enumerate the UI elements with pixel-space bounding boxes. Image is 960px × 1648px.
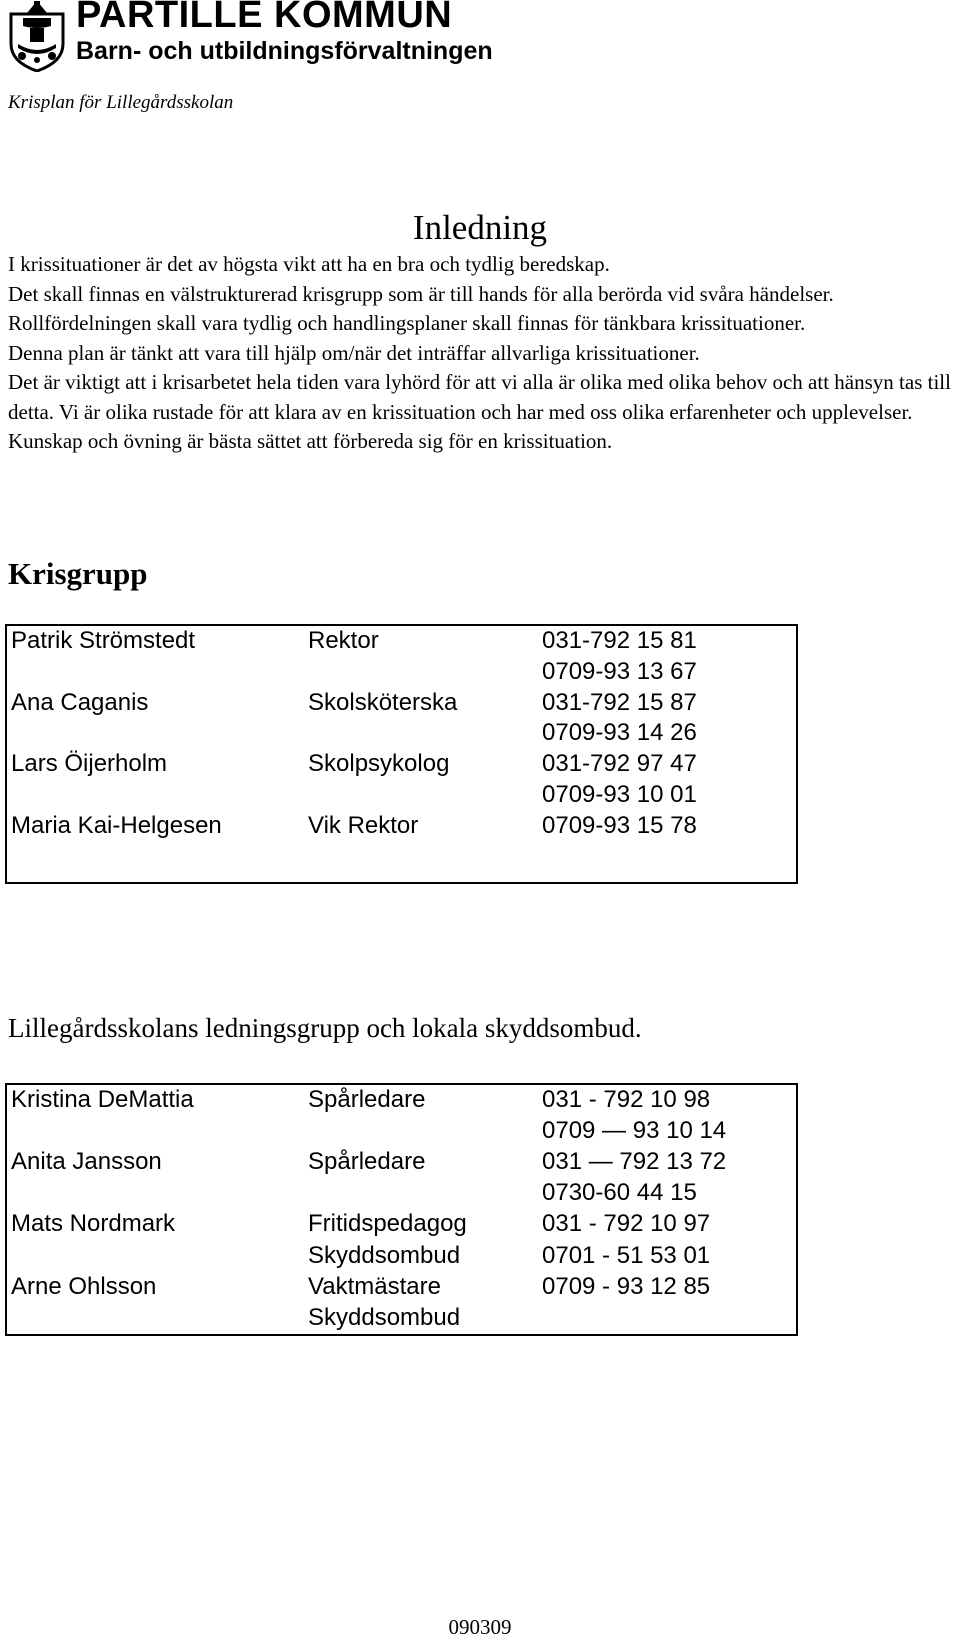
table-row	[6, 749, 797, 780]
table-row	[6, 811, 797, 842]
contact-name: Kristina DeMattia	[11, 1086, 194, 1113]
contact-name	[6, 1303, 304, 1335]
footer-date: 090309	[448, 1615, 512, 1639]
ledning-heading: Lillegårdsskolans ledningsgrupp och lokala skyddsombud.	[8, 1013, 642, 1043]
contact-phone: 0709-93 14 26	[542, 719, 697, 747]
document-subtitle: Krisplan för Lillegårdsskolan	[8, 92, 234, 113]
contact-role: Rektor	[308, 627, 379, 654]
table-row	[6, 1147, 797, 1178]
contact-phone	[538, 1303, 797, 1335]
contact-name	[6, 780, 304, 811]
contact-role	[304, 718, 538, 749]
table-spacer-row	[6, 842, 797, 883]
organization-name: PARTILLE KOMMUN	[76, 0, 453, 36]
contact-role: Skyddsombud	[308, 1241, 461, 1269]
table-row	[6, 1272, 797, 1303]
contact-name	[6, 1241, 304, 1272]
header-text	[76, 0, 493, 66]
contact-name: Lars Öijerholm	[11, 750, 168, 778]
contact-role: Vik Rektor	[308, 811, 419, 839]
contact-phone: 0709-93 10 01	[542, 780, 697, 808]
intro-body	[8, 250, 958, 457]
table-row	[6, 1241, 797, 1272]
contact-role: Fritidspedagog	[308, 1210, 467, 1238]
contact-phone: 031-792 15 81	[542, 627, 697, 654]
intro-paragraph: Det är viktigt att i krisarbetet hela tiden vara lyhörd för att vi alla är olika med olika behov och att hänsyn tas till detta. Vi är olika rustade för att klara av en krissituation och har med oss olika erfarenheter och upplevelser.	[8, 370, 951, 424]
contact-phone: 031 - 792 10 97	[542, 1210, 711, 1238]
contact-name	[6, 718, 304, 749]
department-name: Barn- och utbildningsförvaltningen	[76, 37, 493, 65]
table-row	[6, 718, 797, 749]
contact-name	[6, 1116, 304, 1147]
header	[8, 0, 493, 72]
contact-phone: 0709 — 93 10 14	[542, 1117, 727, 1145]
contact-name	[6, 1178, 304, 1209]
table-row	[6, 1303, 797, 1335]
contact-phone: 031 — 792 13 72	[542, 1148, 727, 1176]
contact-phone: 031-792 97 47	[542, 750, 697, 778]
krisgrupp-table	[5, 624, 798, 884]
contact-name: Anita Jansson	[11, 1148, 162, 1176]
contact-role: Vaktmästare	[308, 1272, 441, 1300]
contact-name: Ana Caganis	[11, 688, 149, 716]
intro-paragraph: Det skall finnas en välstrukturerad krisgrupp som är till hands för alla berörda vid svåra händelser. Rollfördelningen skall vara tydlig och handlingsplaner skall finnas för tänkbara krissituationer.	[8, 281, 834, 335]
contact-role	[304, 780, 538, 811]
table-row	[6, 688, 797, 719]
intro-paragraph: Kunskap och övning är bästa sättet att förbereda sig för en krissituation.	[8, 429, 613, 453]
contact-role	[304, 657, 538, 688]
intro-paragraph: I krissituationer är det av högsta vikt att ha en bra och tydlig beredskap.	[8, 252, 610, 276]
ledning-table	[5, 1083, 798, 1336]
contact-phone: 0709 - 93 12 85	[542, 1272, 711, 1300]
table-row	[6, 1116, 797, 1147]
table-row	[6, 625, 797, 657]
krisgrupp-heading: Krisgrupp	[8, 556, 148, 591]
contact-phone: 0730-60 44 15	[542, 1179, 697, 1207]
intro-heading: Inledning	[412, 208, 548, 247]
table-row	[6, 780, 797, 811]
intro-paragraph: Denna plan är tänkt att vara till hjälp om/när det inträffar allvarliga krissituationer.	[8, 340, 700, 365]
contact-role: Spårledare	[308, 1148, 426, 1176]
table-row	[6, 1209, 797, 1240]
contact-name: Patrik Strömstedt	[11, 627, 196, 654]
contact-role: Skolpsykolog	[308, 750, 450, 778]
contact-name: Mats Nordmark	[11, 1210, 176, 1238]
table-row	[6, 657, 797, 688]
municipal-crest-icon	[8, 0, 66, 72]
contact-phone: 0709-93 15 78	[542, 811, 697, 839]
contact-phone: 031-792 15 87	[542, 688, 697, 716]
contact-phone: 0701 - 51 53 01	[542, 1241, 711, 1269]
contact-name: Arne Ohlsson	[11, 1272, 157, 1300]
contact-name	[6, 657, 304, 688]
contact-role: Skyddsombud	[308, 1303, 461, 1331]
contact-role	[304, 1178, 538, 1209]
contact-role: Spårledare	[308, 1086, 426, 1113]
table-row	[6, 1084, 797, 1116]
contact-phone: 031 - 792 10 98	[542, 1086, 711, 1113]
contact-role: Skolsköterska	[308, 688, 458, 716]
contact-phone: 0709-93 13 67	[542, 657, 697, 685]
table-row	[6, 1178, 797, 1209]
contact-role	[304, 1116, 538, 1147]
contact-name: Maria Kai-Helgesen	[11, 811, 222, 839]
